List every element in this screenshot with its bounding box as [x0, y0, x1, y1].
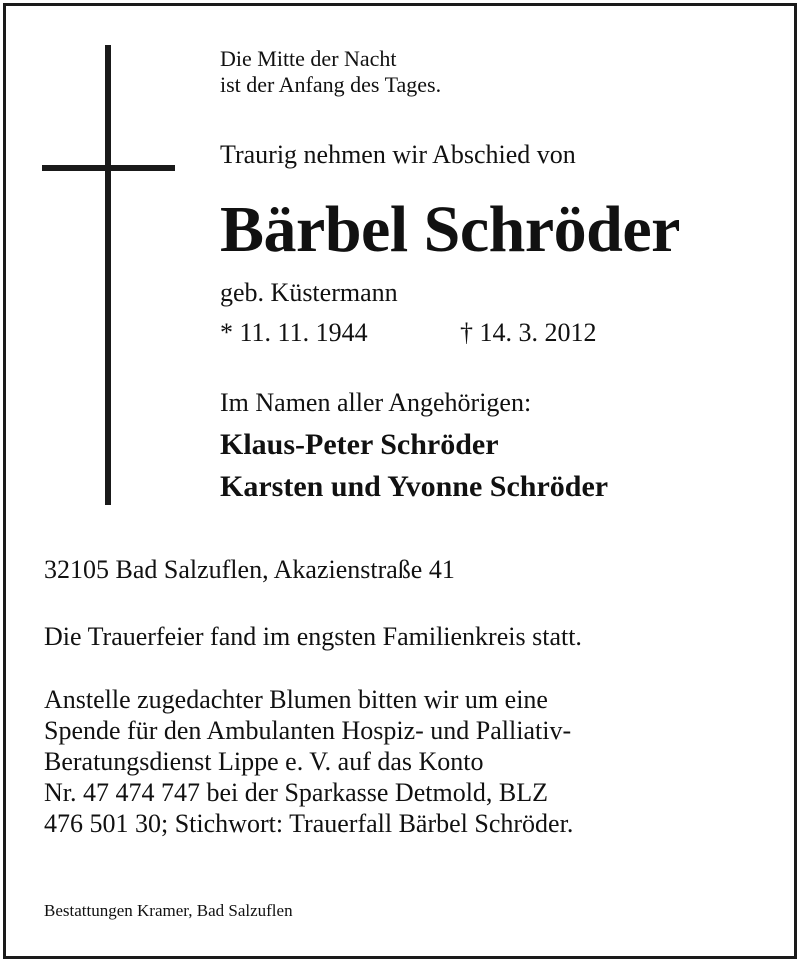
motto-line-2: ist der Anfang des Tages.: [220, 72, 442, 97]
donation-line: 476 501 30; Stichwort: Trauerfall Bärbel Schröder.: [44, 809, 574, 838]
donation-line: Beratungsdienst Lippe e. V. auf das Konto: [44, 747, 484, 776]
cross-vertical-bar: [105, 45, 111, 505]
motto-line-1: Die Mitte der Nacht: [220, 46, 397, 71]
motto: [220, 46, 441, 98]
address: 32105 Bad Salzuflen, Akazienstraße 41: [44, 555, 455, 584]
maiden-name: geb. Küstermann: [220, 278, 398, 307]
cross-horizontal-bar: [42, 165, 175, 171]
mourners-intro: Im Namen aller Angehörigen:: [220, 388, 532, 417]
birth-date: * 11. 11. 1944: [220, 318, 368, 347]
donation-line: Nr. 47 474 747 bei der Sparkasse Detmold, BLZ: [44, 778, 549, 807]
donation-line: Spende für den Ambulanten Hospiz- und Palliativ-: [44, 716, 572, 745]
undertaker: Bestattungen Kramer, Bad Salzuflen: [44, 901, 293, 920]
death-date: † 14. 3. 2012: [460, 318, 597, 347]
intro-text: Traurig nehmen wir Abschied von: [220, 140, 576, 169]
mourner-name: Karsten und Yvonne Schröder: [220, 470, 609, 503]
ceremony-note: Die Trauerfeier fand im engsten Familienkreis statt.: [44, 622, 582, 651]
donation-line: Anstelle zugedachter Blumen bitten wir um eine: [44, 685, 548, 714]
donation-request: [44, 684, 573, 839]
mourner-name: Klaus-Peter Schröder: [220, 428, 499, 461]
deceased-name: Bärbel Schröder: [220, 193, 680, 266]
